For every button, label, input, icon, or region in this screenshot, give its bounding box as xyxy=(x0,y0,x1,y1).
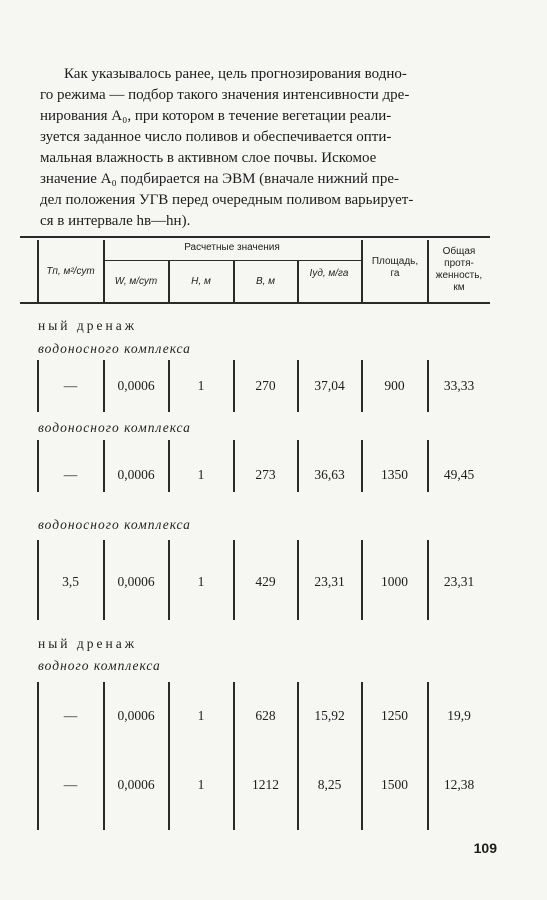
row-divider xyxy=(427,682,429,830)
col-header-area: Площадь, га xyxy=(371,256,419,279)
header-divider xyxy=(297,260,299,302)
cell-i: 15,92 xyxy=(314,708,345,723)
row-divider xyxy=(103,682,105,830)
section-label: ный дренаж xyxy=(38,636,138,651)
cell-b: 273 xyxy=(255,467,276,482)
cell-h: 1 xyxy=(197,467,205,482)
group-header: Расчетные значения xyxy=(184,242,280,253)
table-header-bottom-rule xyxy=(20,302,490,304)
para-line: зуется заданное число поливов и обеспечивается опти- xyxy=(40,129,392,145)
section-label: ный дренаж xyxy=(38,318,138,333)
row-divider xyxy=(233,440,235,492)
col-header-b: B, м xyxy=(255,276,276,287)
section-label: водного комплекса xyxy=(38,658,161,673)
header-divider xyxy=(427,240,429,302)
row-divider xyxy=(168,440,170,492)
cell-w: 0,0006 xyxy=(117,777,155,792)
section-label: водоносного комплекса xyxy=(38,420,191,435)
row-divider xyxy=(233,682,235,830)
col-header-t: Tп, м²/сут xyxy=(46,266,95,277)
cell-b: 429 xyxy=(255,574,276,589)
row-divider xyxy=(297,682,299,830)
cell-t: — xyxy=(63,378,78,393)
cell-i: 37,04 xyxy=(314,378,345,393)
cell-area: 1000 xyxy=(381,574,408,589)
cell-b: 628 xyxy=(255,708,276,723)
row-divider xyxy=(168,682,170,830)
header-divider xyxy=(361,240,363,302)
row-divider xyxy=(361,440,363,492)
cell-length: 19,9 xyxy=(447,708,471,723)
cell-area: 1250 xyxy=(381,708,408,723)
cell-w: 0,0006 xyxy=(117,467,155,482)
cell-h: 1 xyxy=(197,777,205,792)
cell-area: 900 xyxy=(384,378,405,393)
para-line: значение A₀ подбирается на ЭВМ (вначале нижний пре- xyxy=(40,171,399,187)
row-divider xyxy=(37,682,39,830)
cell-b: 270 xyxy=(255,378,276,393)
section-label: водоносного комплекса xyxy=(38,341,191,356)
cell-area: 1500 xyxy=(381,777,408,792)
para-line: Как указывалось ранее, цель прогнозирования водно- xyxy=(64,66,407,82)
cell-i: 8,25 xyxy=(317,777,342,792)
cell-t: — xyxy=(63,777,78,792)
col-header-i: Iуд, м/га xyxy=(309,268,349,279)
col-header-w: W, м/сут xyxy=(114,276,158,287)
table-top-rule xyxy=(20,236,490,238)
cell-w: 0,0006 xyxy=(117,708,155,723)
cell-w: 0,0006 xyxy=(117,378,155,393)
cell-b: 1212 xyxy=(252,777,279,792)
body-paragraph xyxy=(40,64,500,232)
col-header-length: Общая протя-женность, км xyxy=(435,246,483,293)
cell-h: 1 xyxy=(197,708,205,723)
cell-i: 23,31 xyxy=(314,574,345,589)
row-divider xyxy=(361,682,363,830)
para-line: дел положения УГВ перед очередным поливом варьирует- xyxy=(40,192,414,208)
row-divider xyxy=(427,440,429,492)
cell-length: 33,33 xyxy=(443,378,475,393)
cell-t: — xyxy=(63,467,78,482)
para-line: ся в интервале hв—hн). xyxy=(40,213,191,229)
cell-t: — xyxy=(63,708,78,723)
row-divider xyxy=(103,440,105,492)
cell-h: 1 xyxy=(197,378,205,393)
col-header-h: H, м xyxy=(191,276,211,287)
para-line: го режима — подбор такого значения интенсивности дре- xyxy=(40,87,410,103)
page-number: 109 xyxy=(473,840,497,856)
cell-length: 12,38 xyxy=(443,777,475,792)
row-divider xyxy=(297,440,299,492)
cell-length: 23,31 xyxy=(443,574,475,589)
para-line: нирования A₀, при котором в течение вегетации реали- xyxy=(40,108,392,124)
cell-length: 49,45 xyxy=(443,467,475,482)
row-divider xyxy=(37,440,39,492)
cell-i: 36,63 xyxy=(314,467,345,482)
cell-t: 3,5 xyxy=(62,574,79,589)
cell-area: 1350 xyxy=(381,467,408,482)
para-line: мальная влажность в активном слое почвы. Искомое xyxy=(40,150,377,166)
cell-h: 1 xyxy=(197,574,205,589)
group-header-rule xyxy=(103,260,361,261)
section-label: водоносного комплекса xyxy=(38,517,191,532)
cell-w: 0,0006 xyxy=(117,574,155,589)
